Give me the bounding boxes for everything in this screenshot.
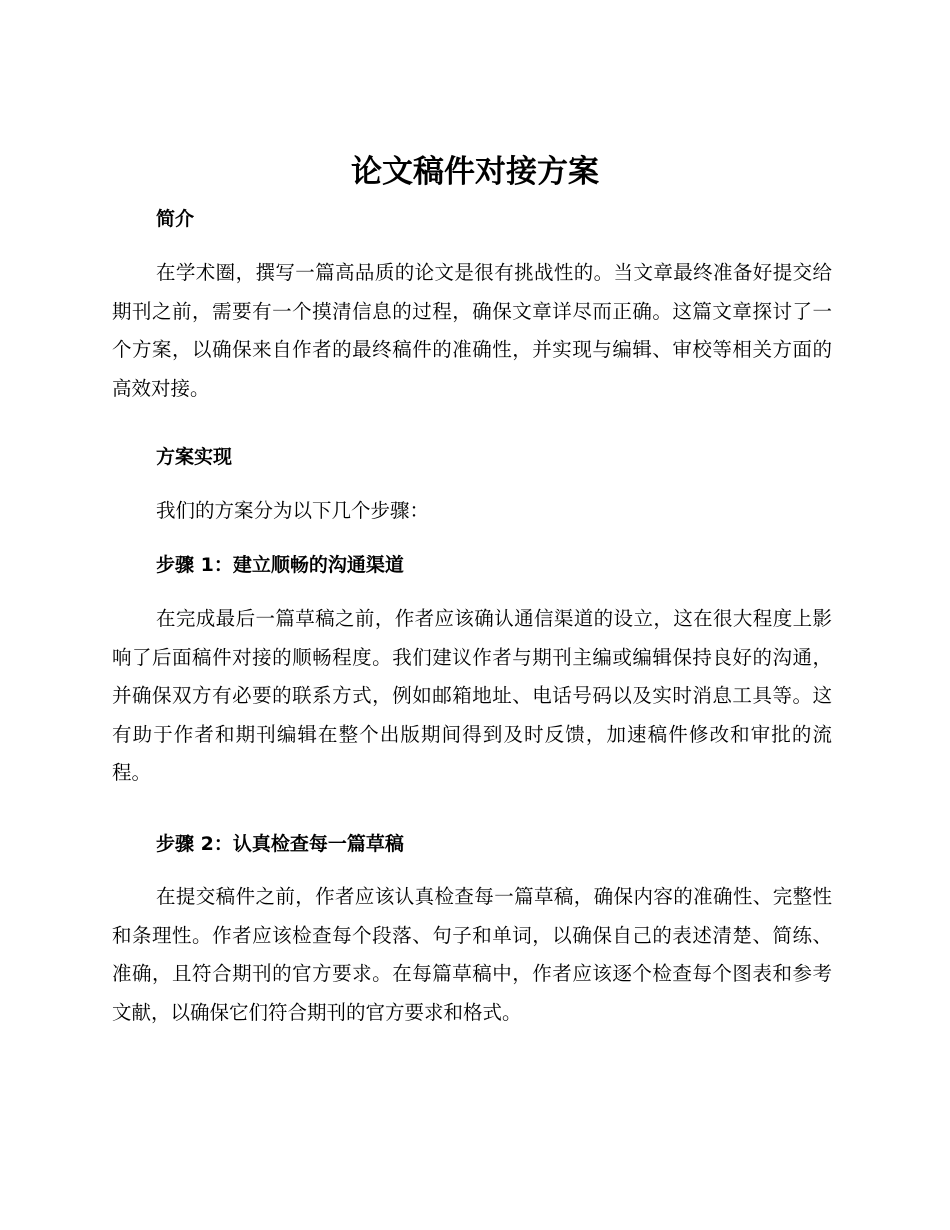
section-paragraph-intro: 在学术圈，撰写一篇高品质的论文是很有挑战性的。当文章最终准备好提交给期刊之前，需要有一个摸清信息的过程，确保文章详尽而正确。这篇文章探讨了一个方案，以确保来自作者的最终稿件的准确性，并实现与编辑、审校等相关方面的高效对接。 xyxy=(112,261,832,400)
section-heading-step-1: 步骤 1：建立顺畅的沟通渠道 xyxy=(156,554,404,576)
section-paragraph-implementation: 我们的方案分为以下几个步骤： xyxy=(156,499,430,522)
section-heading-step-2: 步骤 2：认真检查每一篇草稿 xyxy=(156,833,404,855)
section-paragraph-step-2: 在提交稿件之前，作者应该认真检查每一篇草稿，确保内容的准确性、完整性和条理性。作者应该检查每个段落、句子和单词，以确保自己的表述清楚、简练、准确，且符合期刊的官方要求。在每篇草稿中，作者应该逐个检查每个图表和参考文献，以确保它们符合期刊的官方要求和格式。 xyxy=(112,885,832,1024)
section-heading-implementation: 方案实现 xyxy=(156,446,233,468)
document-title: 论文稿件对接方案 xyxy=(351,154,599,190)
section-paragraph-step-1: 在完成最后一篇草稿之前，作者应该确认通信渠道的设立，这在很大程度上影响了后面稿件对接的顺畅程度。我们建议作者与期刊主编或编辑保持良好的沟通，并确保双方有必要的联系方式，例如邮箱地址、电话号码以及实时消息工具等。这有助于作者和期刊编辑在整个出版期间得到及时反馈，加速稿件修改和审批的流程。 xyxy=(112,607,832,784)
section-heading-intro: 简介 xyxy=(156,208,195,230)
